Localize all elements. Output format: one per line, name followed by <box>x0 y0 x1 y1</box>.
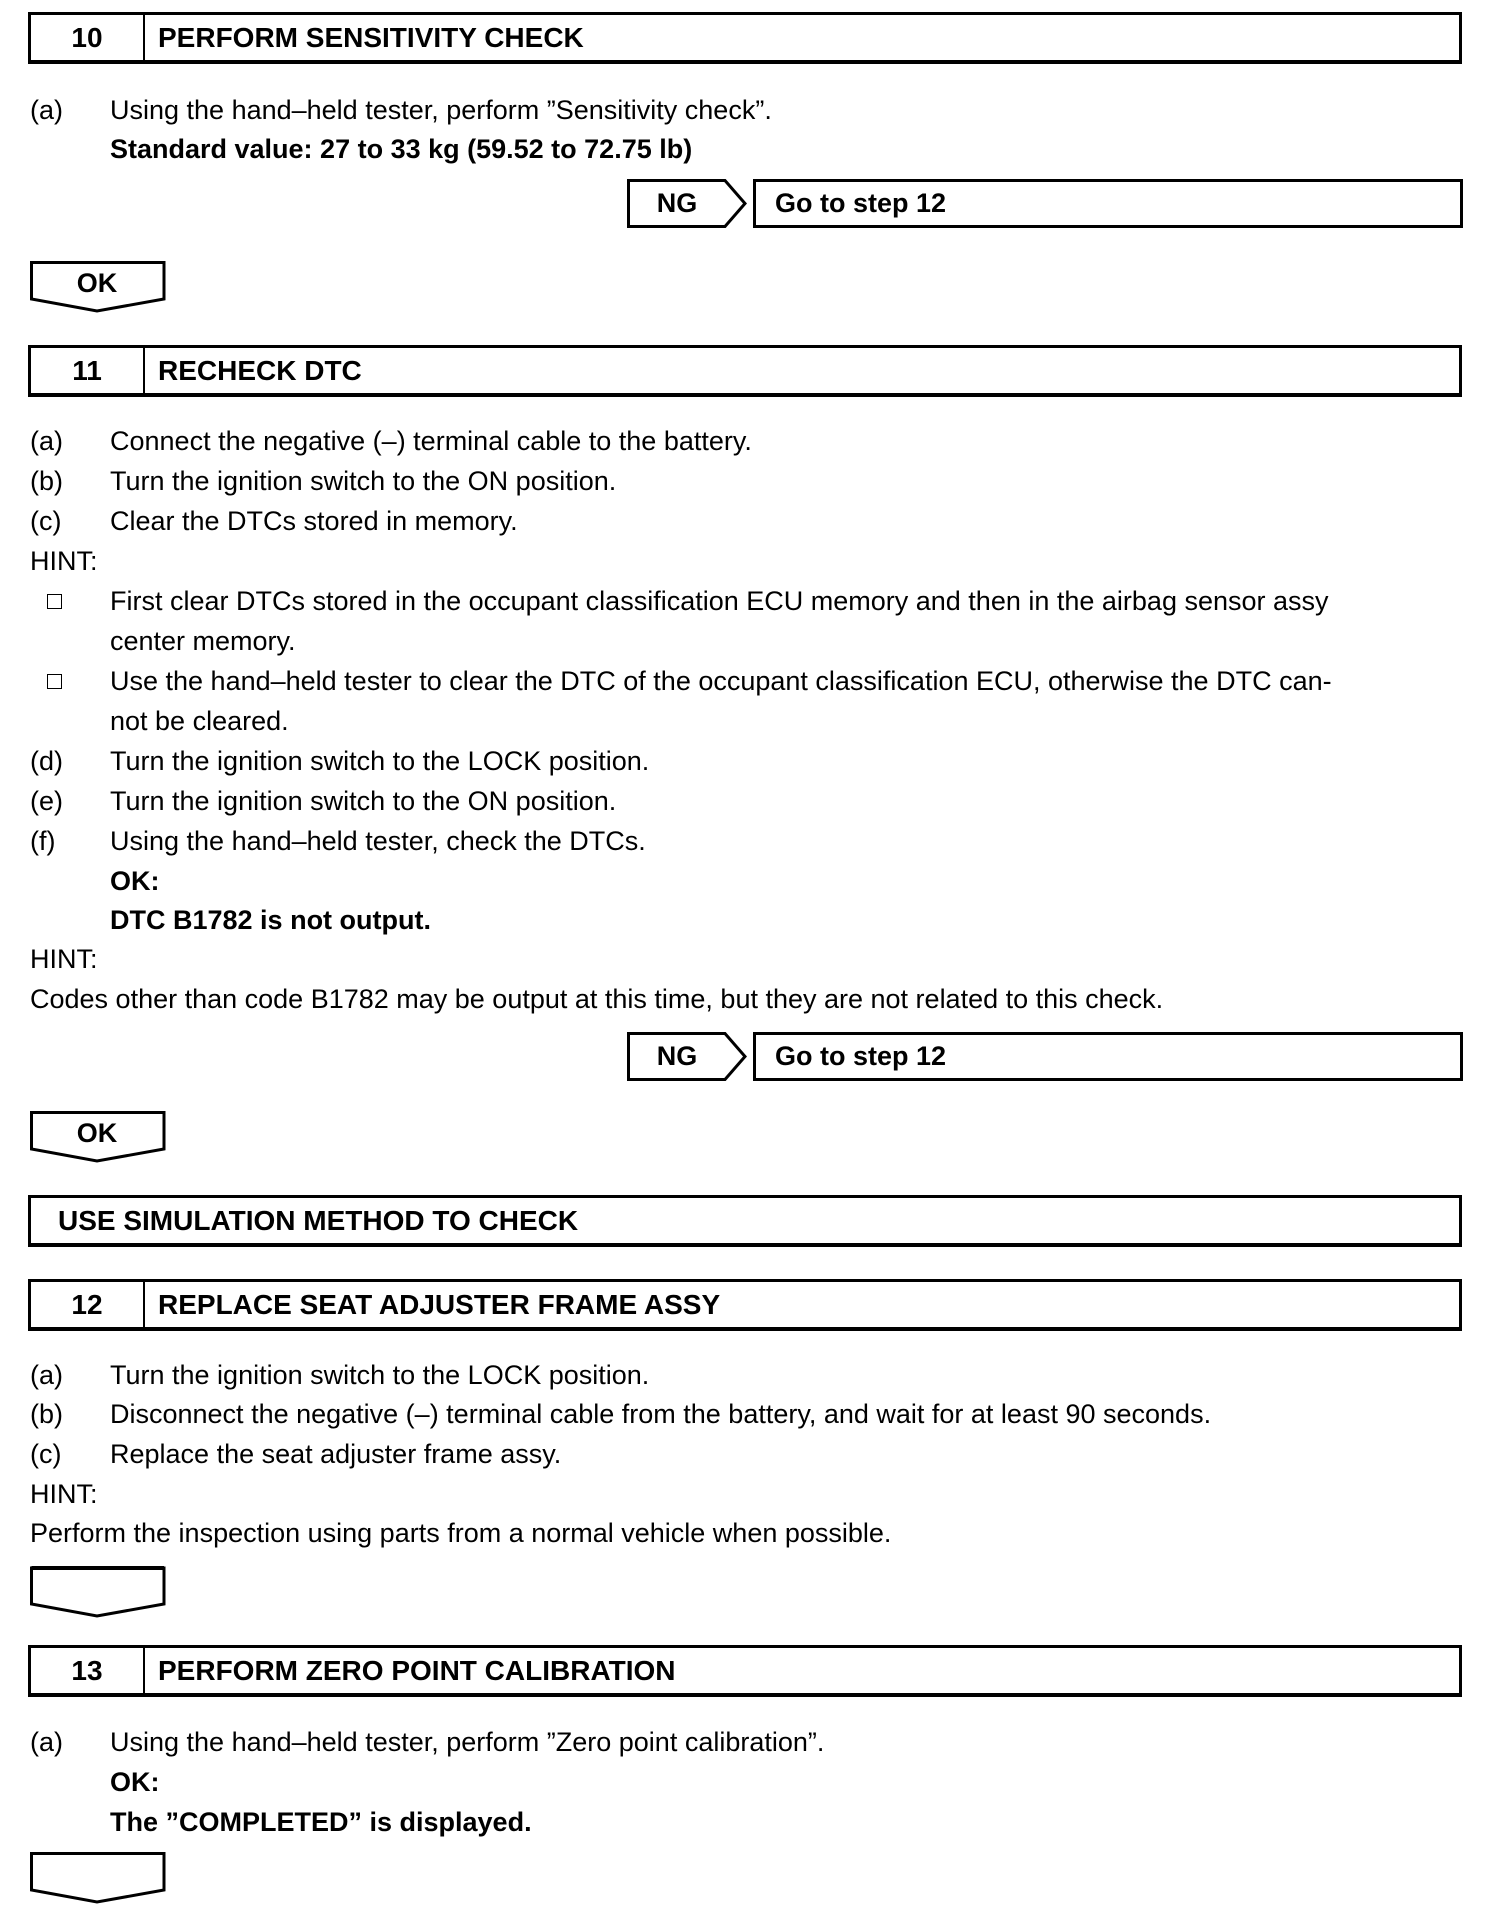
item-text: Clear the DTCs stored in memory. <box>110 506 518 536</box>
item-text: Using the hand–held tester, perform ”Zero point calibration”. <box>110 1727 825 1757</box>
item-label: (c) <box>30 1439 62 1469</box>
step-11-ng-branch[interactable] <box>627 1032 1465 1081</box>
item-text: Replace the seat adjuster frame assy. <box>110 1439 562 1469</box>
step-10-header <box>28 12 1462 64</box>
checkbox-bullet-icon <box>47 594 62 609</box>
item-label: (d) <box>30 746 63 776</box>
item-text: Turn the ignition switch to the ON position. <box>110 786 617 816</box>
item-label: (a) <box>30 426 63 456</box>
item-text: Turn the ignition switch to the LOCK position. <box>110 1360 650 1390</box>
down-arrow-icon <box>30 1566 170 1618</box>
simulation-method-header <box>28 1195 1462 1247</box>
ng-branch-outline <box>627 179 1465 228</box>
bullet-text: Use the hand–held tester to clear the DTC of the occupant classification ECU, otherwise the DTC can- <box>110 666 1332 696</box>
item-text: Turn the ignition switch to the LOCK position. <box>110 746 650 776</box>
checkbox-bullet-icon <box>47 674 62 689</box>
bullet-text: First clear DTCs stored in the occupant classification ECU memory and then in the airbag sensor assy <box>110 586 1329 616</box>
ng-branch-outline <box>627 1032 1465 1081</box>
step-13-header <box>28 1645 1462 1697</box>
ng-label: NG <box>656 1041 698 1071</box>
step-11-ok-arrow[interactable] <box>30 1111 170 1163</box>
hint-label: HINT: <box>30 546 98 576</box>
step-12-header <box>28 1279 1462 1331</box>
step-title: RECHECK DTC <box>158 355 362 386</box>
ng-go-to-step-link[interactable]: Go to step 12 <box>775 188 947 218</box>
step-13-next-arrow[interactable] <box>30 1852 170 1904</box>
hint-text: Perform the inspection using parts from a normal vehicle when possible. <box>30 1518 892 1548</box>
step-11-header <box>28 345 1462 397</box>
item-text: Connect the negative (–) terminal cable to the battery. <box>110 426 752 456</box>
bullet-text: not be cleared. <box>110 706 289 736</box>
step-number: 13 <box>31 1648 145 1693</box>
step-10-ng-branch[interactable] <box>627 179 1465 228</box>
ng-label: NG <box>656 188 698 218</box>
item-label: (b) <box>30 1399 63 1429</box>
item-label: (c) <box>30 506 62 536</box>
item-label: (a) <box>30 1360 63 1390</box>
ng-go-to-step-link[interactable]: Go to step 12 <box>775 1041 947 1071</box>
step-number: 10 <box>31 15 145 60</box>
step-12-next-arrow[interactable] <box>30 1566 170 1618</box>
step-title: PERFORM ZERO POINT CALIBRATION <box>158 1655 676 1686</box>
hint-text: Codes other than code B1782 may be output at this time, but they are not related to this check. <box>30 984 1164 1014</box>
ok-heading: OK: <box>110 1767 160 1797</box>
hint-label: HINT: <box>30 944 98 974</box>
hint-label: HINT: <box>30 1479 98 1509</box>
item-text: Using the hand–held tester, check the DTCs. <box>110 826 646 856</box>
item-label: (a) <box>30 95 63 125</box>
step-number: 12 <box>31 1282 145 1327</box>
ok-condition: The ”COMPLETED” is displayed. <box>110 1807 532 1837</box>
item-text: Disconnect the negative (–) terminal cable from the battery, and wait for at least 90 seconds. <box>110 1399 1212 1429</box>
item-text: Turn the ignition switch to the ON position. <box>110 466 617 496</box>
down-arrow-icon <box>30 1852 170 1904</box>
step-title: REPLACE SEAT ADJUSTER FRAME ASSY <box>158 1289 721 1320</box>
step-10-ok-arrow[interactable] <box>30 261 170 313</box>
ok-heading: OK: <box>110 866 160 896</box>
item-label: (a) <box>30 1727 63 1757</box>
step-title: PERFORM SENSITIVITY CHECK <box>158 22 584 53</box>
item-text: Using the hand–held tester, perform ”Sensitivity check”. <box>110 95 772 125</box>
ok-condition: DTC B1782 is not output. <box>110 905 432 935</box>
item-label: (e) <box>30 786 63 816</box>
step-number: 11 <box>31 348 145 393</box>
standard-value-text: Standard value: 27 to 33 kg (59.52 to 72.75 lb) <box>110 134 693 164</box>
bullet-text: center memory. <box>110 626 296 656</box>
item-label: (f) <box>30 826 56 856</box>
item-label: (b) <box>30 466 63 496</box>
ok-label: OK <box>76 1118 118 1148</box>
simulation-title: USE SIMULATION METHOD TO CHECK <box>58 1205 579 1236</box>
ok-label: OK <box>76 268 118 298</box>
